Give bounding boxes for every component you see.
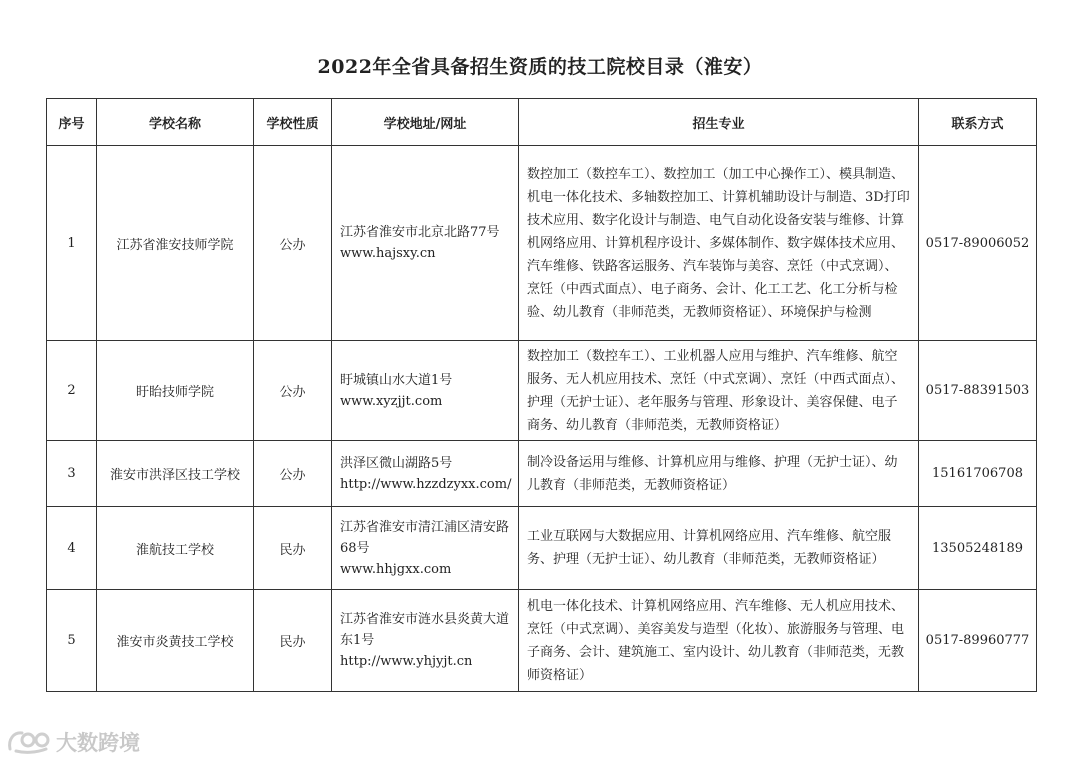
school-contact: 15161706708 <box>919 441 1037 507</box>
row-no: 2 <box>47 341 97 441</box>
school-address-cell <box>332 441 519 507</box>
school-majors: 工业互联网与大数据应用、计算机网络应用、汽车维修、航空服务、护理（无护士证）、幼儿教育（非师范类，无教师资格证） <box>519 507 919 590</box>
school-website: http://www.yhjyjt.cn <box>340 654 473 669</box>
school-website: http://www.hzzdzyxx.com/ <box>340 476 512 492</box>
table-row <box>47 507 1037 590</box>
school-contact: 0517-89960777 <box>919 590 1037 692</box>
school-name: 盱眙技师学院 <box>97 341 254 441</box>
school-majors: 数控加工（数控车工）、工业机器人应用与维护、汽车维修、航空服务、无人机应用技术、烹饪（中式烹调）、烹饪（中西式面点）、护理（无护士证）、老年服务与管理、形象设计、美容保健、电子商务、幼儿教育（非师范类，无教师资格证） <box>519 341 919 441</box>
school-type: 民办 <box>254 590 332 692</box>
school-address-cell <box>332 146 519 341</box>
col-header-type: 学校性质 <box>254 99 332 146</box>
logo-mark-icon <box>6 729 52 755</box>
school-type: 公办 <box>254 146 332 341</box>
school-contact: 13505248189 <box>919 507 1037 590</box>
col-header-no: 序号 <box>47 99 97 146</box>
row-no: 4 <box>47 507 97 590</box>
school-address: 江苏省淮安市北京北路77号 <box>340 225 500 240</box>
table-header-row <box>47 99 1037 146</box>
school-type: 公办 <box>254 341 332 441</box>
school-contact: 0517-88391503 <box>919 341 1037 441</box>
table-row <box>47 341 1037 441</box>
school-table <box>46 98 1037 692</box>
school-address-cell <box>332 341 519 441</box>
school-name: 淮航技工学校 <box>97 507 254 590</box>
school-type: 民办 <box>254 507 332 590</box>
school-majors: 制冷设备运用与维修、计算机应用与维修、护理（无护士证）、幼儿教育（非师范类，无教师资格证） <box>519 441 919 507</box>
row-no: 5 <box>47 590 97 692</box>
col-header-name: 学校名称 <box>97 99 254 146</box>
school-name: 淮安市炎黄技工学校 <box>97 590 254 692</box>
school-address: 江苏省淮安市清江浦区清安路68号 <box>340 519 510 556</box>
school-address: 洪泽区微山湖路5号 <box>340 455 453 471</box>
table-row <box>47 146 1037 341</box>
school-address-cell <box>332 590 519 692</box>
page-title: 2022年全省具备招生资质的技工院校目录（淮安） <box>317 56 763 78</box>
table-row <box>47 590 1037 692</box>
school-name: 江苏省淮安技师学院 <box>97 146 254 341</box>
school-address: 盱城镇山水大道1号 <box>340 372 453 388</box>
school-type: 公办 <box>254 441 332 507</box>
school-website: www.hhjgxx.com <box>340 561 452 577</box>
school-address: 江苏省淮安市涟水县炎黄大道东1号 <box>340 612 510 648</box>
school-address-cell <box>332 507 519 590</box>
school-website: www.xyzjjt.com <box>340 393 443 409</box>
row-no: 1 <box>47 146 97 341</box>
school-majors: 机电一体化技术、计算机网络应用、汽车维修、无人机应用技术、烹饪（中式烹调）、美容美发与造型（化妆）、旅游服务与管理、电子商务、会计、建筑施工、室内设计、幼儿教育（非师范类，无教师资格证） <box>519 590 919 692</box>
table-row <box>47 441 1037 507</box>
school-website: www.hajsxy.cn <box>340 246 436 261</box>
school-name: 淮安市洪泽区技工学校 <box>97 441 254 507</box>
col-header-contact: 联系方式 <box>919 99 1037 146</box>
row-no: 3 <box>47 441 97 507</box>
col-header-address: 学校地址/网址 <box>332 99 519 146</box>
school-majors: 数控加工（数控车工）、数控加工（加工中心操作工）、模具制造、机电一体化技术、多轴数控加工、计算机辅助设计与制造、3D打印技术应用、数字化设计与制造、电气自动化设备安装与维修、计算机网络应用、计算机程序设计、多媒体制作、数字媒体技术应用、汽车维修、铁路客运服务、汽车装饰与美容、烹饪（中式烹调）、烹饪（中西式面点）、电子商务、会计、化工工艺、化工分析与检验、幼儿教育（非师范类，无教师资格证）、环境保护与检测 <box>519 146 919 341</box>
watermark <box>6 728 140 756</box>
col-header-majors: 招生专业 <box>519 99 919 146</box>
watermark-text: 大数跨境 <box>56 731 140 755</box>
school-contact: 0517-89006052 <box>919 146 1037 341</box>
